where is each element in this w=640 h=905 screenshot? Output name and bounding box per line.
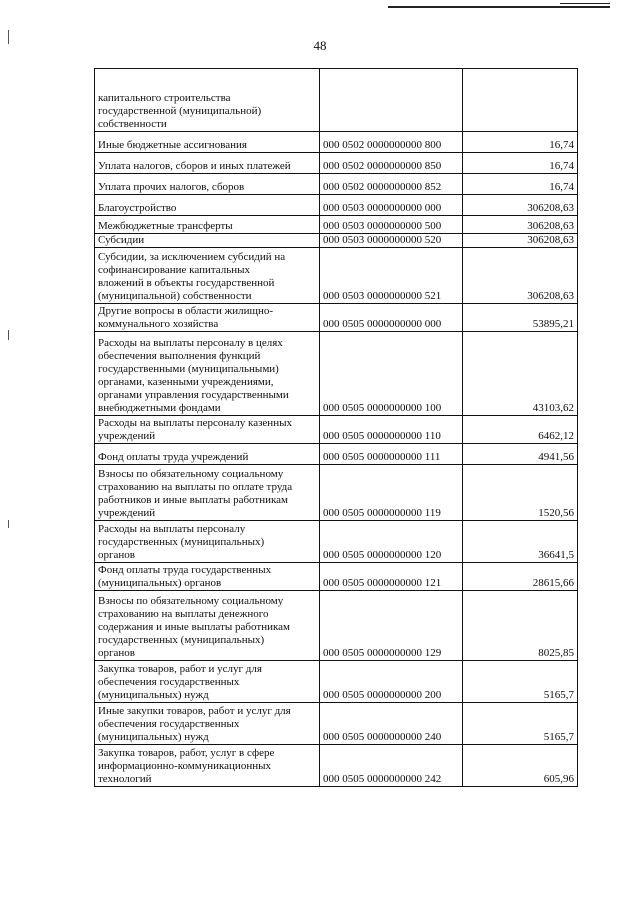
- row-name-cell: [95, 216, 320, 234]
- row-code-cell: 000 0505 0000000000 121: [320, 563, 463, 591]
- row-name-line: обеспечения государственных: [98, 718, 240, 730]
- row-name-cell: [95, 195, 320, 216]
- row-amount-cell: 8025,85: [463, 591, 578, 661]
- row-name-line: государственной (муниципальной): [98, 105, 262, 117]
- row-name-line: Уплата налогов, сборов и иных платежей: [98, 160, 291, 172]
- row-amount-cell: 306208,63: [463, 195, 578, 216]
- row-amount-cell: 53895,21: [463, 304, 578, 332]
- margin-mark: [8, 520, 9, 528]
- row-name-line: Расходы на выплаты персоналу казенных: [98, 417, 292, 429]
- row-name-line: технологий: [98, 773, 152, 785]
- row-name-line: (муниципальных) органов: [98, 577, 222, 589]
- row-amount-cell: 16,74: [463, 174, 578, 195]
- row-code-cell: 000 0505 0000000000 240: [320, 703, 463, 745]
- row-name-line: Уплата прочих налогов, сборов: [98, 181, 245, 193]
- row-name-line: обеспечения выполнения функций: [98, 350, 261, 362]
- table-row: [95, 153, 578, 174]
- table-row: [95, 195, 578, 216]
- row-amount-cell: 5165,7: [463, 661, 578, 703]
- row-name-line: учреждений: [98, 507, 156, 519]
- row-name-cell: [95, 465, 320, 521]
- row-name-line: Взносы по обязательному социальному: [98, 468, 284, 480]
- row-name-cell: [95, 234, 320, 248]
- row-name-cell: [95, 132, 320, 153]
- row-amount-cell: 6462,12: [463, 416, 578, 444]
- page-number: 48: [313, 38, 327, 53]
- row-name-line: капитального строительства: [98, 92, 231, 104]
- row-name-cell: [95, 304, 320, 332]
- row-code-cell: 000 0505 0000000000 119: [320, 465, 463, 521]
- row-code-cell: 000 0503 0000000000 500: [320, 216, 463, 234]
- budget-table: [94, 68, 578, 787]
- row-name-cell: [95, 661, 320, 703]
- row-code-cell: 000 0503 0000000000 521: [320, 248, 463, 304]
- row-name-line: Благоустройство: [98, 202, 177, 214]
- row-name-cell: [95, 444, 320, 465]
- row-name-cell: [95, 703, 320, 745]
- row-amount-cell: 43103,62: [463, 332, 578, 416]
- row-amount-cell: 306208,63: [463, 234, 578, 248]
- row-amount-cell: 16,74: [463, 132, 578, 153]
- row-name-line: органов: [98, 647, 135, 659]
- row-name-line: Иные бюджетные ассигнования: [98, 139, 247, 151]
- row-amount-cell: 16,74: [463, 153, 578, 174]
- row-name-line: органами, казенными учреждениями,: [98, 376, 274, 388]
- row-name-line: государственных (муниципальных): [98, 536, 265, 548]
- row-name-line: Субсидии: [98, 234, 145, 246]
- row-code-cell: 000 0502 0000000000 852: [320, 174, 463, 195]
- row-code-cell: 000 0503 0000000000 520: [320, 234, 463, 248]
- row-name-line: внебюджетными фондами: [98, 402, 221, 414]
- row-name-line: содержания и иные выплаты работникам: [98, 621, 290, 633]
- row-name-line: Расходы на выплаты персоналу: [98, 523, 246, 535]
- row-name-cell: [95, 153, 320, 174]
- row-name-line: софинансирование капитальных: [98, 264, 251, 276]
- row-amount-cell: 28615,66: [463, 563, 578, 591]
- row-amount-cell: 5165,7: [463, 703, 578, 745]
- row-name-line: (муниципальных) нужд: [98, 731, 209, 743]
- row-name-line: Субсидии, за исключением субсидий на: [98, 251, 286, 263]
- table-row: [95, 444, 578, 465]
- row-code-cell: 000 0505 0000000000 242: [320, 745, 463, 787]
- row-name-line: органов: [98, 549, 135, 561]
- table-row: [95, 332, 578, 416]
- row-name-cell: [95, 563, 320, 591]
- row-name-line: Закупка товаров, работ, услуг в сфере: [98, 747, 275, 759]
- row-amount-cell: 605,96: [463, 745, 578, 787]
- row-name-cell: [95, 745, 320, 787]
- row-amount-cell: 306208,63: [463, 216, 578, 234]
- scan-edge-line: [560, 3, 610, 4]
- row-name-line: государственных (муниципальных): [98, 634, 265, 646]
- row-name-line: органами управления государственными: [98, 389, 289, 401]
- table-row: [95, 132, 578, 153]
- row-name-line: собственности: [98, 118, 167, 130]
- row-name-line: государственными (муниципальными): [98, 363, 279, 375]
- table-row: [95, 563, 578, 591]
- row-code-cell: 000 0505 0000000000 111: [320, 444, 463, 465]
- table-row: [95, 234, 578, 248]
- row-name-line: вложений в объекты государственной: [98, 277, 275, 289]
- table-row: [95, 591, 578, 661]
- row-name-line: страхованию на выплаты по оплате труда: [98, 481, 293, 493]
- row-name-line: (муниципальных) нужд: [98, 689, 209, 701]
- row-code-cell: 000 0505 0000000000 000: [320, 304, 463, 332]
- row-name-line: Фонд оплаты труда учреждений: [98, 451, 249, 463]
- row-name-cell: [95, 416, 320, 444]
- row-name-line: (муниципальной) собственности: [98, 290, 252, 302]
- row-code-cell: 000 0505 0000000000 120: [320, 521, 463, 563]
- row-amount-cell: 36641,5: [463, 521, 578, 563]
- row-name-cell: [95, 521, 320, 563]
- row-code-cell: [320, 69, 463, 132]
- table-row: [95, 304, 578, 332]
- table-row: [95, 521, 578, 563]
- row-code-cell: 000 0505 0000000000 100: [320, 332, 463, 416]
- row-name-line: Межбюджетные трансферты: [98, 220, 233, 232]
- table-row: [95, 703, 578, 745]
- row-name-line: работников и иные выплаты работникам: [98, 494, 289, 506]
- row-code-cell: 000 0503 0000000000 000: [320, 195, 463, 216]
- row-code-cell: 000 0505 0000000000 110: [320, 416, 463, 444]
- row-name-line: Взносы по обязательному социальному: [98, 595, 284, 607]
- row-name-line: страхованию на выплаты денежного: [98, 608, 269, 620]
- row-name-line: коммунального хозяйства: [98, 318, 219, 330]
- row-code-cell: 000 0502 0000000000 800: [320, 132, 463, 153]
- row-name-cell: [95, 174, 320, 195]
- table-row: [95, 216, 578, 234]
- table-row: [95, 661, 578, 703]
- table-row: [95, 69, 578, 132]
- row-name-line: обеспечения государственных: [98, 676, 240, 688]
- table-row: [95, 248, 578, 304]
- row-amount-cell: [463, 69, 578, 132]
- row-code-cell: 000 0505 0000000000 129: [320, 591, 463, 661]
- row-name-line: Иные закупки товаров, работ и услуг для: [98, 705, 291, 717]
- scan-edge-line: [388, 6, 610, 8]
- row-name-line: информационно-коммуникационных: [98, 760, 271, 772]
- table-row: [95, 416, 578, 444]
- row-amount-cell: 1520,56: [463, 465, 578, 521]
- row-name-cell: [95, 69, 320, 132]
- row-name-cell: [95, 591, 320, 661]
- row-name-line: Закупка товаров, работ и услуг для: [98, 663, 262, 675]
- table-body: [95, 69, 578, 787]
- row-amount-cell: 4941,56: [463, 444, 578, 465]
- table-row: [95, 465, 578, 521]
- margin-mark: [8, 330, 9, 340]
- row-name-cell: [95, 248, 320, 304]
- row-name-line: Фонд оплаты труда государственных: [98, 564, 272, 576]
- row-amount-cell: 306208,63: [463, 248, 578, 304]
- row-name-line: Другие вопросы в области жилищно-: [98, 305, 274, 317]
- row-code-cell: 000 0502 0000000000 850: [320, 153, 463, 174]
- row-name-line: Расходы на выплаты персоналу в целях: [98, 337, 283, 349]
- table-row: [95, 174, 578, 195]
- table-row: [95, 745, 578, 787]
- row-code-cell: 000 0505 0000000000 200: [320, 661, 463, 703]
- row-name-line: учреждений: [98, 430, 156, 442]
- row-name-cell: [95, 332, 320, 416]
